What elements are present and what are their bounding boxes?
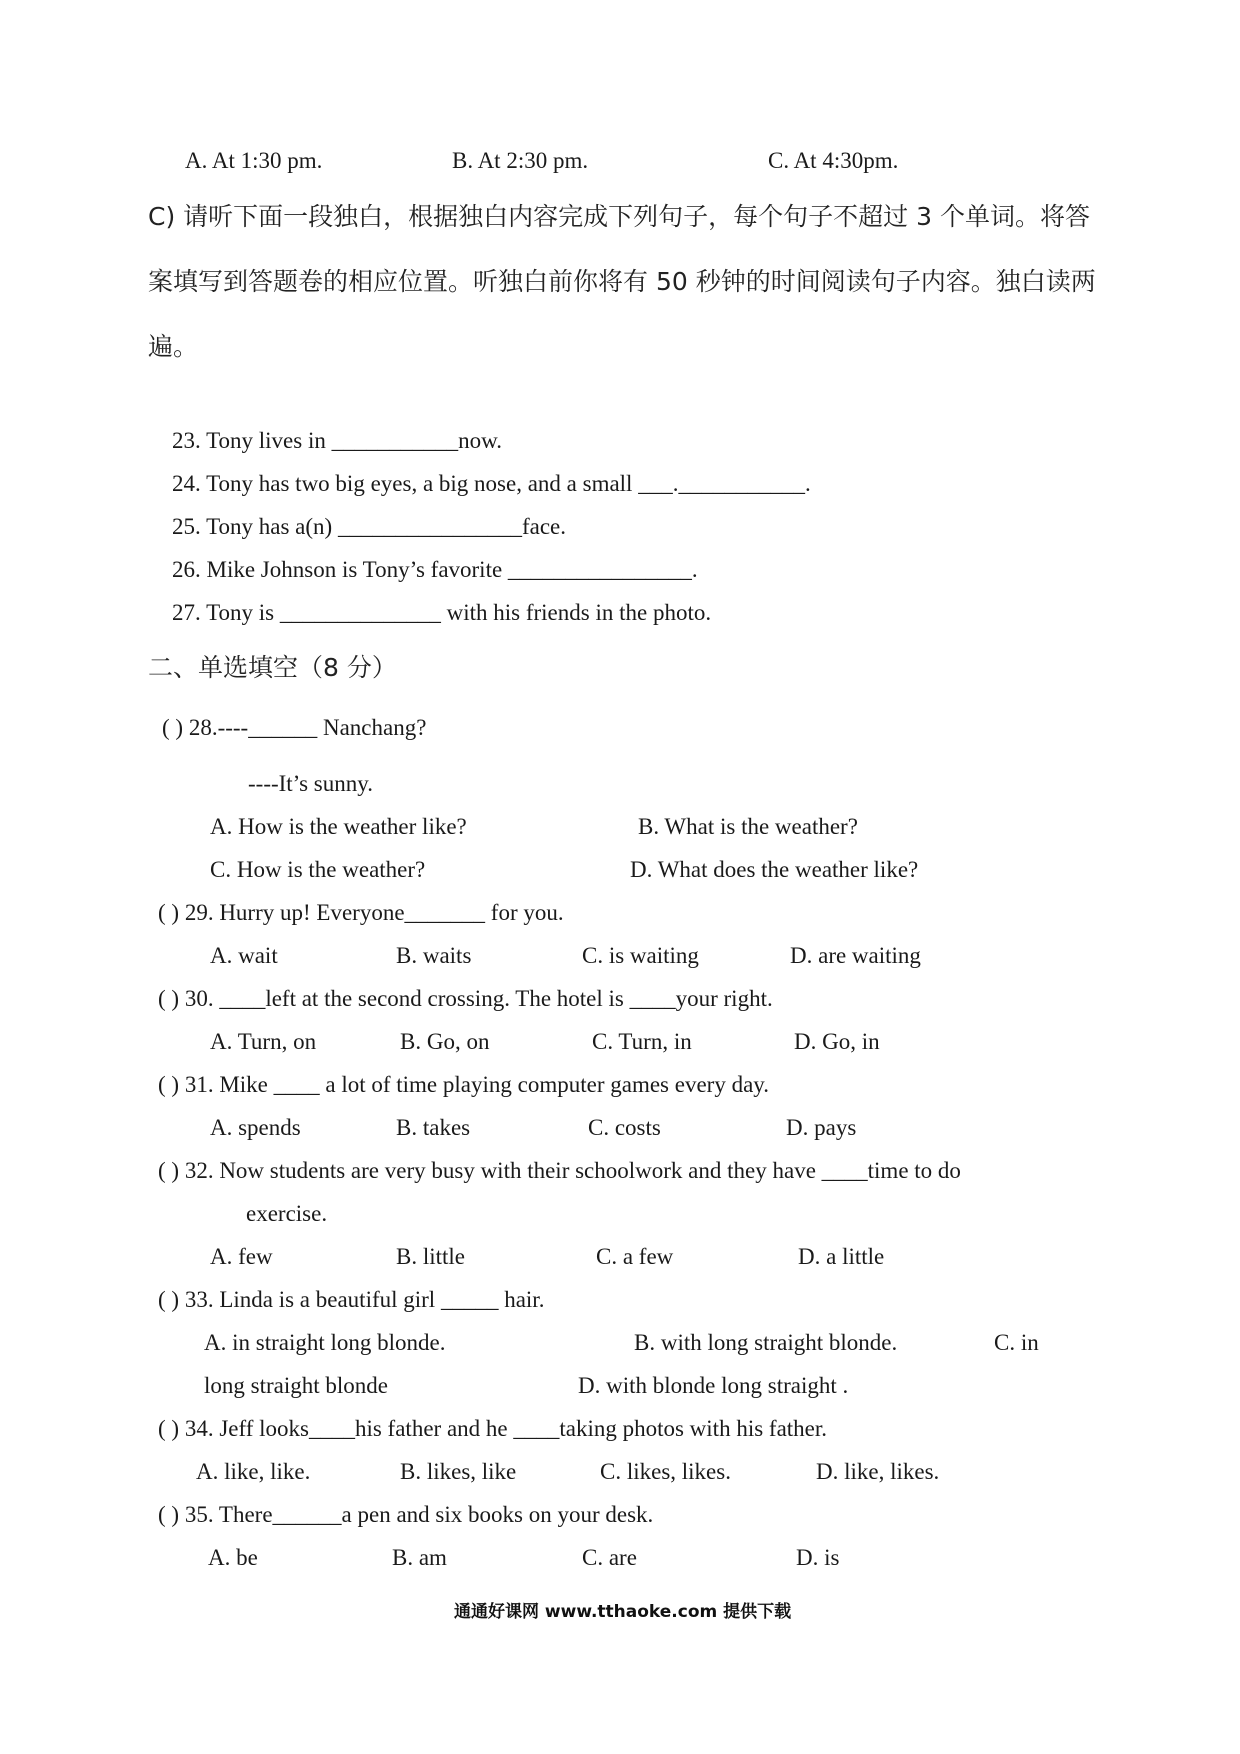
q29-option-b: B. waits: [396, 943, 472, 968]
q28-option-b: B. What is the weather?: [638, 814, 858, 839]
q29-option-a: A. wait: [210, 943, 278, 968]
q35-option-b: B. am: [392, 1545, 447, 1570]
q31-stem: ( ) 31. Mike ____ a lot of time playing computer games every day.: [158, 1072, 770, 1097]
q34-option-b: B. likes, like: [400, 1459, 517, 1484]
q34-option-a: A. like, like.: [196, 1459, 311, 1484]
q30-option-b: B. Go, on: [400, 1029, 490, 1054]
q31-option-c: C. costs: [588, 1115, 661, 1140]
q29-stem: ( ) 29. Hurry up! Everyone_______ for you.: [158, 900, 564, 925]
q35-stem: ( ) 35. There______a pen and six books on your desk.: [158, 1502, 654, 1527]
fill-blank-26: 26. Mike Johnson is Tony’s favorite ________________.: [172, 557, 698, 582]
fill-blank-24: 24. Tony has two big eyes, a big nose, and a small ___.___________.: [172, 471, 811, 496]
q28-option-c: C. How is the weather?: [210, 857, 426, 882]
q28-stem: ( ) 28.----______ Nanchang?: [162, 715, 427, 740]
q28-reply: ----It’s sunny.: [248, 771, 373, 796]
q22-option-b: B. At 2:30 pm.: [452, 148, 589, 173]
q32-option-b: B. little: [396, 1244, 465, 1269]
section-c-instruction-line1: C) 请听下面一段独白，根据独白内容完成下列句子，每个句子不超过 3 个单词。将答: [148, 202, 1090, 231]
q31-option-d: D. pays: [786, 1115, 857, 1140]
q28-option-d: D. What does the weather like?: [630, 857, 919, 882]
fill-blank-23: 23. Tony lives in ___________now.: [172, 428, 502, 453]
q32-option-d: D. a little: [798, 1244, 885, 1269]
q32-stem: ( ) 32. Now students are very busy with their schoolwork and they have ____time to do: [158, 1158, 961, 1183]
q33-option-b: B. with long straight blonde.: [634, 1330, 898, 1355]
q22-option-a: A. At 1:30 pm.: [185, 148, 323, 173]
q32-stem-continued: exercise.: [246, 1201, 328, 1226]
q33-option-a: A. in straight long blonde.: [204, 1330, 446, 1355]
q31-option-a: A. spends: [210, 1115, 301, 1140]
footer-download-notice: 通通好课网 www.tthaoke.com 提供下载: [454, 1602, 792, 1622]
q33-option-d: D. with blonde long straight .: [578, 1373, 849, 1398]
section-two-title: 二、单选填空（8 分）: [148, 653, 397, 682]
fill-blank-25: 25. Tony has a(n) ________________face.: [172, 514, 566, 539]
q34-option-d: D. like, likes.: [816, 1459, 940, 1484]
q30-option-d: D. Go, in: [794, 1029, 880, 1054]
q33-option-c-end: long straight blonde: [204, 1373, 388, 1398]
q35-option-d: D. is: [796, 1545, 840, 1570]
q29-option-d: D. are waiting: [790, 943, 921, 968]
q33-option-c-start: C. in: [994, 1330, 1039, 1355]
q35-option-a: A. be: [208, 1545, 258, 1570]
q30-option-c: C. Turn, in: [592, 1029, 692, 1054]
q32-option-a: A. few: [210, 1244, 273, 1269]
q28-option-a: A. How is the weather like?: [210, 814, 467, 839]
q30-option-a: A. Turn, on: [210, 1029, 317, 1054]
q22-option-c: C. At 4:30pm.: [768, 148, 899, 173]
q35-option-c: C. are: [582, 1545, 637, 1570]
q31-option-b: B. takes: [396, 1115, 471, 1140]
q33-stem: ( ) 33. Linda is a beautiful girl _____ hair.: [158, 1287, 545, 1312]
q29-option-c: C. is waiting: [582, 943, 699, 968]
q34-option-c: C. likes, likes.: [600, 1459, 731, 1484]
fill-blank-27: 27. Tony is ______________ with his friends in the photo.: [172, 600, 712, 625]
section-c-instruction-line2: 案填写到答题卷的相应位置。听独白前你将有 50 秒钟的时间阅读句子内容。独白读两: [148, 267, 1096, 296]
q30-stem: ( ) 30. ____left at the second crossing. The hotel is ____your right.: [158, 986, 773, 1011]
section-c-instruction-line3: 遍。: [148, 332, 199, 361]
q34-stem: ( ) 34. Jeff looks____his father and he ____taking photos with his father.: [158, 1416, 828, 1441]
q32-option-c: C. a few: [596, 1244, 674, 1269]
